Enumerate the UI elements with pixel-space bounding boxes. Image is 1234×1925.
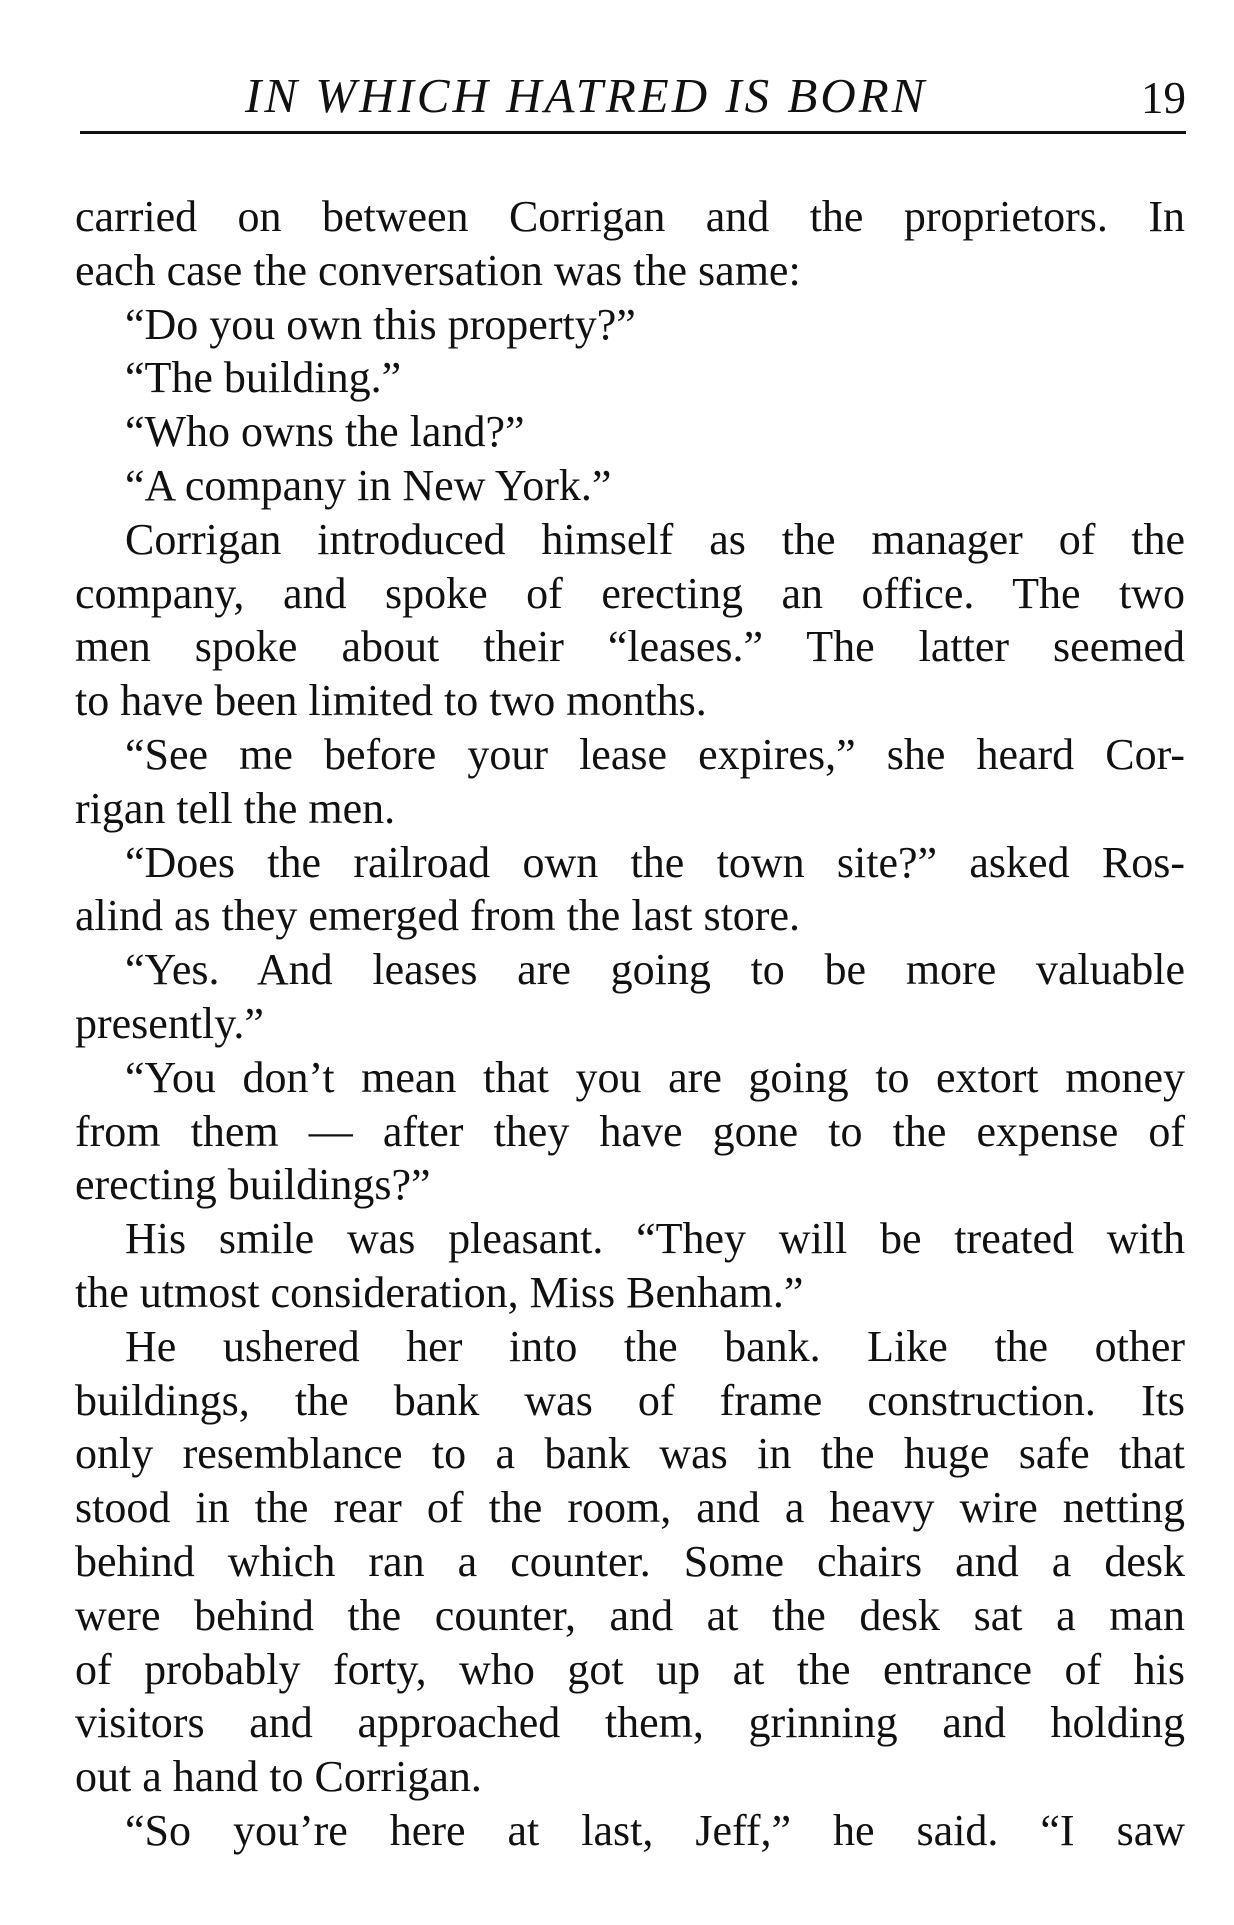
text-line: men spoke about their “leases.” The latter seemed [75,622,1185,672]
text-line: “Who owns the land?” [125,407,525,457]
text-line: stood in the rear of the room, and a heavy wire netting [75,1483,1185,1533]
text-line: alind as they emerged from the last store. [75,891,800,941]
text-line: “Does the railroad own the town site?” asked Ros- [125,837,1185,887]
text-line: “Do you own this property?” [125,299,636,349]
text-line: “So you’re here at last, Jeff,” he said. “I saw [125,1805,1185,1855]
text-line: each case the conversation was the same: [75,245,801,295]
text-line: visitors and approached them, grinning and holding [75,1698,1185,1748]
text-line: out a hand to Corrigan. [75,1752,482,1802]
text-line: buildings, the bank was of frame construction. Its [75,1375,1185,1425]
page-number: 19 [1141,73,1186,123]
text-line: carried on between Corrigan and the proprietors. In [75,192,1185,241]
body-text [75,190,1185,1858]
text-line: rigan tell the men. [75,783,396,833]
header-rule [80,131,1186,134]
text-line: “A company in New York.” [125,460,612,510]
text-line: Corrigan introduced himself as the manager of the [125,514,1185,564]
text-line: of probably forty, who got up at the entrance of his [75,1644,1185,1694]
text-line: to have been limited to two months. [75,676,707,726]
chapter-title: IN WHICH HATRED IS BORN [245,68,928,123]
text-line: the utmost consideration, Miss Benham.” [75,1267,804,1317]
text-line: His smile was pleasant. “They will be treated with [125,1214,1185,1264]
running-head [80,58,1186,130]
text-line: He ushered her into the bank. Like the other [125,1321,1185,1371]
text-line: erecting buildings?” [75,1160,431,1210]
text-line: company, and spoke of erecting an office. The two [75,568,1185,618]
text-line: only resemblance to a bank was in the huge safe that [75,1429,1185,1479]
text-line: “The building.” [125,353,402,403]
text-line: presently.” [75,998,264,1048]
text-line: from them — after they have gone to the expense of [75,1106,1185,1156]
text-line: “See me before your lease expires,” she heard Cor- [125,729,1185,779]
text-line: “You don’t mean that you are going to extort money [125,1052,1185,1102]
text-line: were behind the counter, and at the desk sat a man [75,1590,1185,1640]
text-line: “Yes. And leases are going to be more valuable [125,945,1185,995]
text-line: behind which ran a counter. Some chairs and a desk [75,1536,1185,1586]
